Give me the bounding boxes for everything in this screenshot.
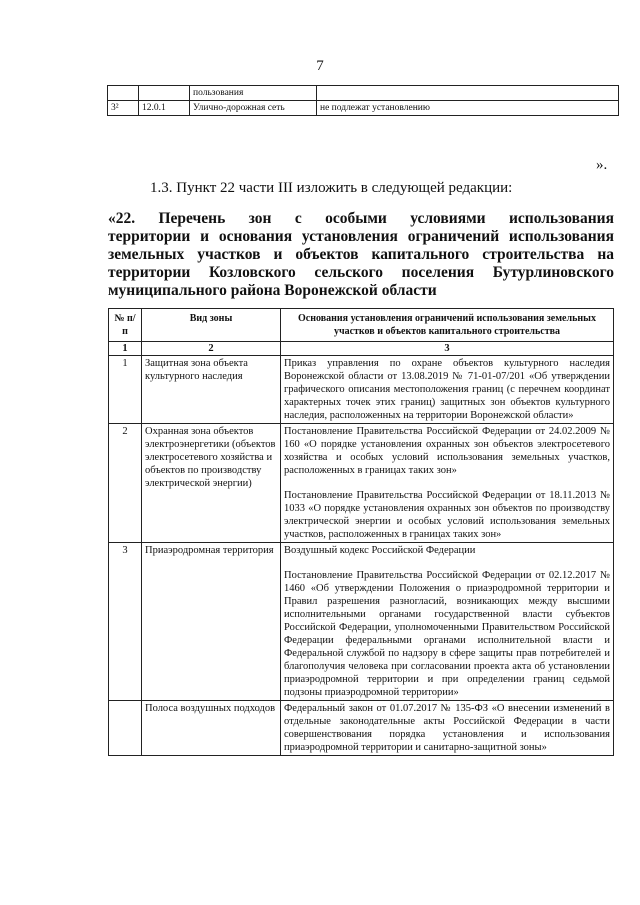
cell-num — [109, 701, 142, 756]
cell-num: 2 — [109, 424, 142, 543]
quote-close: ». — [596, 157, 608, 173]
cell-use-kind: Улично-дорожная сеть — [190, 101, 317, 116]
cell-basis — [281, 543, 614, 701]
cell-num: 3 — [109, 543, 142, 701]
header-zone: Вид зоны — [142, 309, 281, 342]
cell-num: 3² — [108, 101, 139, 116]
basis-text: Воздушный кодекс Российской Федерации — [284, 545, 476, 556]
heading-line: территории Козловского сельского поселения Бутурлиновского — [108, 264, 614, 281]
table-row — [109, 356, 614, 424]
header-num: № п/п — [109, 309, 142, 342]
table-row — [109, 424, 614, 543]
basis-text: Постановление Правительства Российской Федерации от 18.11.2013 № 1033 «О порядке установления охранных зон объектов по производству электрической энергии и особых условий использования земельных участков, расположенных в границах таких зон» — [284, 490, 610, 540]
section-heading — [108, 210, 614, 300]
heading-line: земельных участков и объектов капитального строительства на — [108, 246, 614, 263]
amendment-paragraph: 1.3. Пункт 22 части III изложить в следующей редакции: — [150, 180, 513, 196]
cell-basis — [281, 424, 614, 543]
header-basis: Основания установления ограничений использования земельных участков и объектов капитального строительства — [281, 309, 614, 342]
cell-zone: Охранная зона объектов электроэнергетики (объектов электросетевого хозяйства и объектов по производству электрической энергии) — [142, 424, 281, 543]
cell-zone: Приаэродромная территория — [142, 543, 281, 701]
column-index: 1 — [109, 342, 142, 356]
basis-text: Постановление Правительства Российской Федерации от 02.12.2017 № 1460 «Об утверждении Положения о приаэродромной территории и Правил разрешения разногласий, возникающих между высшими исполнительными органами государственной власти субъектов Российской Федерации, уполномоченными Правительством Российской Федерации федеральными органами исполнительной власти и Федеральной службой по надзору в сфере защиты прав потребителей и благополучия человека при согласовании проекта акта об установлении приаэродромной территории и при определении границ седьмой подзоны приаэродромной территории» — [284, 570, 610, 698]
cell-basis — [281, 701, 614, 756]
cell-zone: Полоса воздушных подходов — [142, 701, 281, 756]
cell-num: 1 — [109, 356, 142, 424]
table-row — [109, 701, 614, 756]
zones-table — [108, 308, 614, 756]
column-index-row — [109, 342, 614, 356]
column-index: 2 — [142, 342, 281, 356]
page-number: 7 — [316, 58, 324, 74]
basis-text: Федеральный закон от 01.07.2017 № 135-ФЗ «О внесении изменений в отдельные законодательные акты Российской Федерации в части совершенствования порядка установления и использования приаэродромной территории и санитарно-защитной зоны» — [284, 703, 610, 753]
table-row — [108, 86, 619, 101]
basis-text: Постановление Правительства Российской Федерации от 24.02.2009 № 160 «О порядке установления охранных зон объектов электросетевого хозяйства и особых условий использования земельных участков, расположенных в границах таких зон» — [284, 426, 610, 476]
table-header-row — [109, 309, 614, 342]
heading-line: территории и основания установления ограничений использования — [108, 228, 614, 245]
table-row — [108, 101, 619, 116]
cell-code: 12.0.1 — [139, 101, 190, 116]
column-index: 3 — [281, 342, 614, 356]
cell-note: не подлежат установлению — [317, 101, 619, 116]
basis-text: Приказ управления по охране объектов культурного наследия Воронежской области от 13.08.2019 № 71-01-07/201 «Об утверждении графического описания местоположения границ (с перечнем координат характерных точек этих границ) защитных зон объектов культурного наследия, расположенных на территории Воронежской области» — [284, 358, 610, 421]
cell-continued-text: пользования — [190, 86, 317, 101]
heading-line: «22. Перечень зон с особыми условиями использования — [108, 210, 614, 227]
cell-basis — [281, 356, 614, 424]
table-row — [109, 543, 614, 701]
previous-table-fragment — [107, 85, 619, 116]
cell-zone: Защитная зона объекта культурного наследия — [142, 356, 281, 424]
heading-line: муниципального района Воронежской области — [108, 282, 437, 299]
